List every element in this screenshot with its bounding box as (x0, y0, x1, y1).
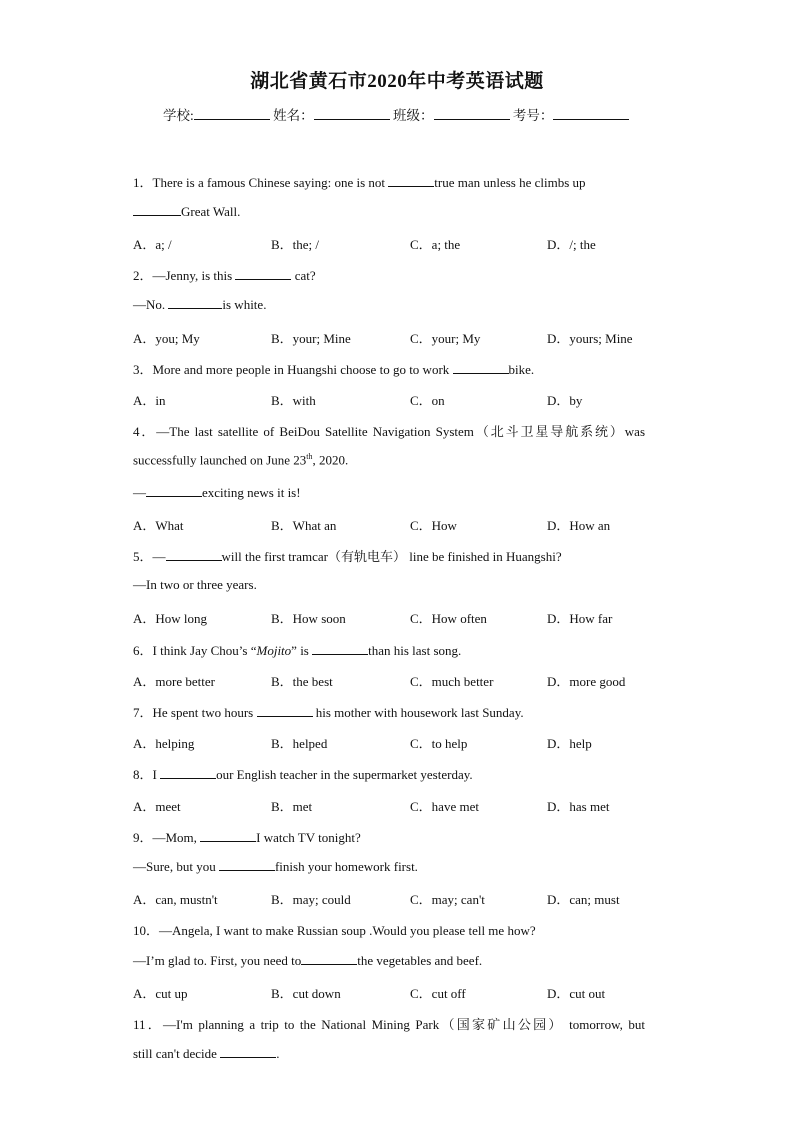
question-text: than his last song. (368, 643, 462, 658)
question-text: Great Wall. (181, 204, 241, 219)
question-9-stem (133, 827, 361, 846)
question-text: 2．—Jenny, is this (133, 268, 236, 283)
question-10-options (133, 983, 693, 1001)
option-d[interactable]: D．How an (547, 518, 611, 533)
question-text: —I’m glad to. First, you need to (133, 953, 302, 968)
option-a[interactable]: A．more better (133, 674, 215, 689)
option-b[interactable]: B．How soon (271, 611, 346, 626)
option-d[interactable]: D．cut out (547, 986, 606, 1001)
option-d[interactable]: D．by (547, 393, 583, 408)
option-c[interactable]: C．much better (410, 674, 494, 689)
question-10-stem: 10．—Angela, I want to make Russian soup .Would you please tell me how? (133, 923, 536, 938)
option-a[interactable]: A．a; / (133, 237, 172, 252)
question-text: 1．There is a famous Chinese saying: one is not (133, 175, 389, 190)
name-label: 姓名： (273, 108, 314, 123)
question-1-stem (133, 172, 586, 191)
answer-blank[interactable] (301, 952, 357, 965)
question-4-options (133, 515, 693, 533)
option-c[interactable]: C．How (410, 518, 457, 533)
question-10-reply (133, 952, 482, 969)
option-d[interactable]: D．has met (547, 799, 610, 814)
question-11-stem-cont (133, 1045, 279, 1062)
option-b[interactable]: B．met (271, 799, 313, 814)
question-text: 8．I (133, 767, 161, 782)
student-info-line (163, 104, 629, 124)
question-text: ” is (291, 643, 313, 658)
superscript: th (306, 452, 313, 461)
question-text: cat? (291, 268, 316, 283)
answer-blank[interactable] (166, 548, 222, 561)
question-5-options (133, 608, 693, 626)
option-a[interactable]: A．helping (133, 736, 195, 751)
class-blank[interactable] (434, 106, 510, 120)
option-a[interactable]: A．cut up (133, 986, 188, 1001)
question-text: 6．I think Jay Chou’s “ (133, 643, 257, 658)
question-text: . (276, 1046, 280, 1061)
option-c[interactable]: C．your; My (410, 331, 481, 346)
option-c[interactable]: C．a; the (410, 237, 461, 252)
option-b[interactable]: B．What an (271, 518, 337, 533)
page-title: 湖北省黄石市2020年中考英语试题 (250, 71, 544, 92)
answer-blank[interactable] (160, 766, 216, 779)
question-text: bike. (508, 362, 535, 377)
question-text: —No. (133, 297, 169, 312)
question-9-options (133, 889, 693, 907)
question-6-options (133, 671, 693, 689)
question-text: successfully launched on June 23 (133, 452, 307, 468)
name-blank[interactable] (314, 106, 390, 120)
question-4-stem-cont (133, 452, 348, 468)
question-7-stem (133, 702, 524, 721)
question-text: 9．—Mom, (133, 830, 201, 845)
option-c[interactable]: C．cut off (410, 986, 466, 1001)
answer-blank[interactable] (219, 858, 275, 871)
question-text: will the first tramcar（有轨电车） line be finished in Huangshi? (221, 549, 562, 564)
option-b[interactable]: B．with (271, 393, 316, 408)
option-d[interactable]: D．How far (547, 611, 613, 626)
option-d[interactable]: D．help (547, 736, 592, 751)
question-7-options (133, 733, 693, 751)
option-b[interactable]: B．the; / (271, 237, 320, 252)
question-text: finish your homework first. (274, 859, 418, 874)
option-c[interactable]: C．may; can't (410, 892, 485, 907)
question-2-reply (133, 296, 266, 313)
option-d[interactable]: D．/; the (547, 237, 596, 252)
option-b[interactable]: B．may; could (271, 892, 351, 907)
question-4-stem: 4．—The last satellite of BeiDou Satellite Navigation System（北斗卫星导航系统）was (133, 424, 645, 439)
option-a[interactable]: A．meet (133, 799, 181, 814)
option-c[interactable]: C．to help (410, 736, 468, 751)
option-a[interactable]: A．What (133, 518, 184, 533)
answer-blank[interactable] (312, 642, 368, 655)
question-text: 7．He spent two hours (133, 705, 257, 720)
answer-blank[interactable] (220, 1045, 276, 1058)
answer-blank[interactable] (146, 484, 202, 497)
question-text: still can't decide (133, 1046, 221, 1061)
song-title: Mojito (256, 643, 292, 658)
question-1-options (133, 234, 693, 252)
option-d[interactable]: D．yours; Mine (547, 331, 633, 346)
question-6-stem (133, 640, 461, 659)
question-text: exciting news it is! (202, 485, 301, 500)
option-d[interactable]: D．more good (547, 674, 626, 689)
option-b[interactable]: B．the best (271, 674, 333, 689)
question-3-stem (133, 359, 534, 378)
class-label: 班级： (393, 108, 434, 123)
question-3-options (133, 390, 693, 408)
question-text: is white. (222, 297, 267, 312)
question-text: I watch TV tonight? (256, 830, 361, 845)
option-a[interactable]: A．in (133, 393, 166, 408)
school-label: 学校: (163, 108, 194, 123)
option-b[interactable]: B．cut down (271, 986, 341, 1001)
answer-blank[interactable] (257, 704, 313, 717)
option-b[interactable]: B．your; Mine (271, 331, 351, 346)
exam-no-blank[interactable] (553, 106, 629, 120)
option-b[interactable]: B．helped (271, 736, 328, 751)
answer-blank[interactable] (168, 296, 222, 309)
question-text: , 2020. (312, 452, 349, 468)
question-text: our English teacher in the supermarket yesterday. (216, 767, 473, 782)
question-text: 3．More and more people in Huangshi choose to go to work (133, 362, 453, 377)
question-text: his mother with housework last Sunday. (312, 705, 524, 720)
question-text: 5．— (133, 549, 166, 564)
answer-blank[interactable] (388, 174, 434, 187)
question-1-stem-cont (133, 203, 240, 220)
option-c[interactable]: C．How often (410, 611, 487, 626)
question-8-options (133, 796, 693, 814)
question-9-reply (133, 858, 418, 875)
option-a[interactable]: A．you; My (133, 331, 200, 346)
question-4-reply (133, 484, 301, 501)
exam-no-label: 考号： (512, 108, 554, 123)
answer-blank[interactable] (235, 267, 291, 280)
question-text: true man unless he climbs up (434, 175, 586, 190)
question-11-stem: 11．—I'm planning a trip to the National Mining Park（国家矿山公园） tomorrow, but (133, 1017, 645, 1032)
option-d[interactable]: D．can; must (547, 892, 620, 907)
question-text: the vegetables and beef. (357, 953, 483, 968)
answer-blank[interactable] (133, 203, 181, 216)
option-c[interactable]: C．have met (410, 799, 479, 814)
question-2-options (133, 328, 693, 346)
question-5-stem (133, 546, 562, 565)
question-text: —Sure, but you (133, 859, 219, 874)
question-8-stem (133, 764, 473, 783)
question-2-stem (133, 265, 316, 284)
answer-blank[interactable] (200, 829, 256, 842)
school-blank[interactable] (194, 106, 270, 120)
option-a[interactable]: A．can, mustn't (133, 892, 218, 907)
option-c[interactable]: C．on (410, 393, 445, 408)
question-text: — (133, 485, 146, 500)
answer-blank[interactable] (453, 361, 509, 374)
option-a[interactable]: A．How long (133, 611, 208, 626)
question-5-reply: —In two or three years. (133, 577, 257, 592)
